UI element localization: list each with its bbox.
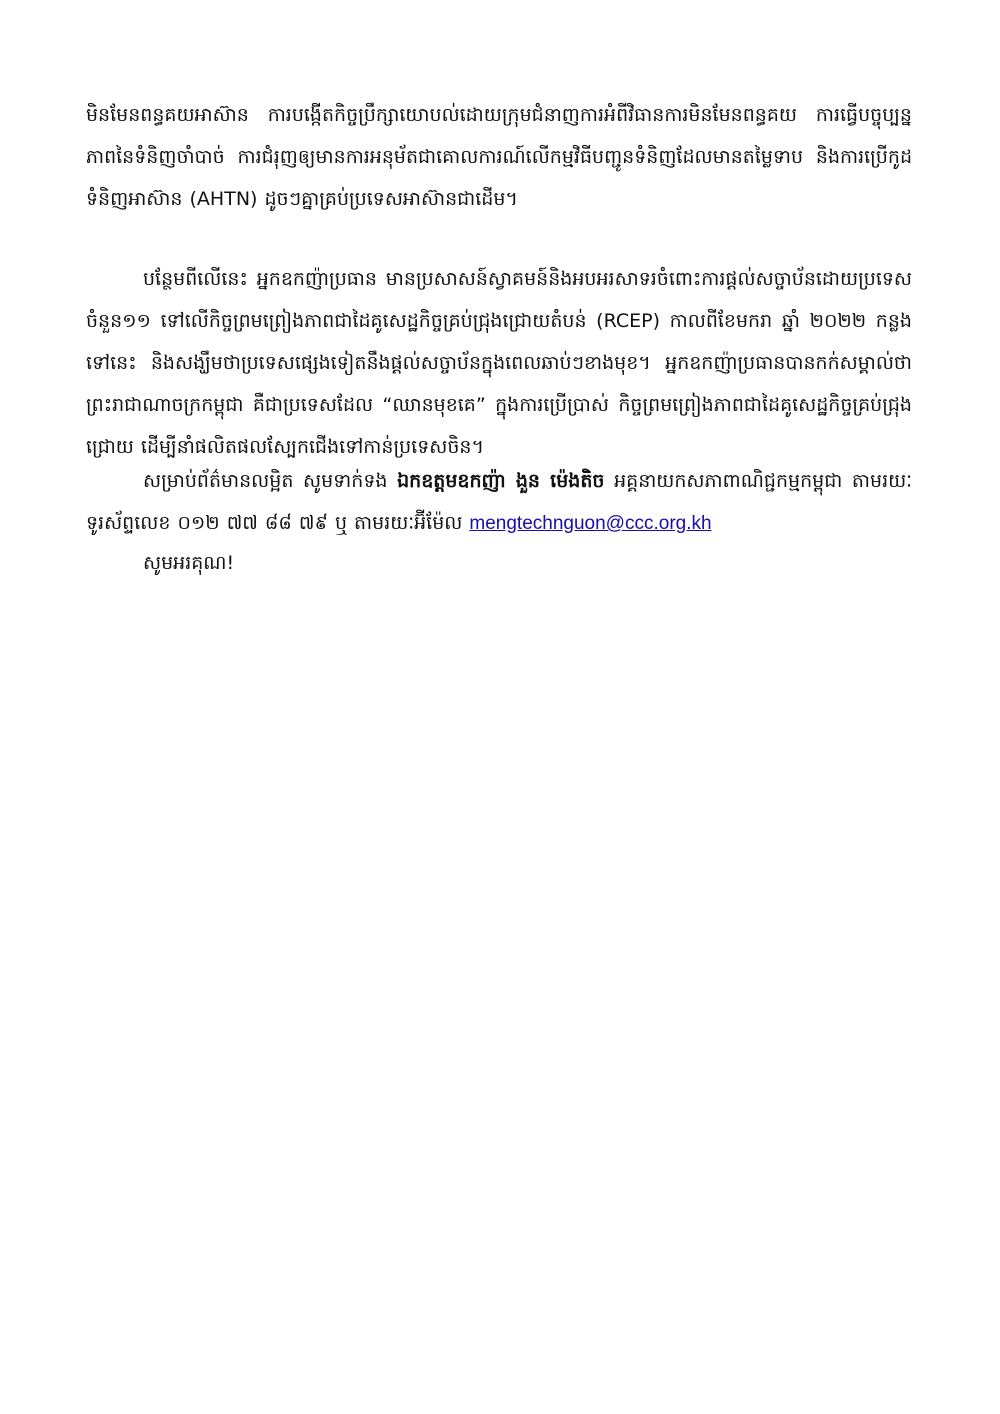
- thank-you-text: សូមអរគុណ!: [143, 552, 235, 574]
- email-link[interactable]: mengtechnguon@ccc.org.kh: [469, 513, 712, 534]
- paragraph-text: មិនមែនពន្ធគយអាស៊ាន ការបង្កើតកិច្ចប្រឹក្សាយោបល់ដោយក្រុមជំនាញការអំពីវិធានការមិនមែនពន្ធគយ ការធ្វើបច្ចុប្បន្នភាពនៃទំនិញចាំបាច់ ការជំរុញឲ្យមានការអនុម័តជាគោលការណ៍លើកម្មវិធីបញ្ជូនទំនិញដែលមានតម្លៃទាប និងការប្រើកូដទំនិញអាស៊ាន (AHTN) ដូចៗគ្នាគ្រប់ប្រទេសអាស៊ានជាដើម។: [86, 104, 912, 210]
- contact-paragraph: [86, 460, 912, 545]
- paragraph-contact: [86, 460, 912, 545]
- paragraph-text: បន្ថែមពីលើនេះ អ្នកឧកញ៉ាប្រធាន មានប្រសាសន៍ស្វាគមន៍និងអបអរសាទរចំពោះការផ្តល់សច្ចាប័នដោយប្រទេសចំនួន១១ ទៅលើកិច្ចព្រមព្រៀងភាពជាដៃគូសេដ្ឋកិច្ចគ្រប់ជ្រុងជ្រោយតំបន់ (RCEP) កាលពីខែមករា ឆ្នាំ ២០២២ កន្លងទៅនេះ និងសង្ឃឹមថាប្រទេសផ្សេងទៀតនឹងផ្តល់សច្ចាប័នក្នុងពេលឆាប់ៗខាងមុខ។ អ្នកឧកញ៉ាប្រធានបានកក់សម្គាល់ថា ព្រះរាជាណាចក្រកម្ពុជា គឺជាប្រទេសដែល “ឈានមុខគេ” ក្នុងការប្រើប្រាស់ កិច្ចព្រមព្រៀងភាពជាដៃគូសេដ្ឋកិច្ចគ្រប់ជ្រុងជ្រោយ ដើម្បីនាំផលិតផលស្បែកជើងទៅកាន់ប្រទេសចិន។: [86, 268, 912, 458]
- paragraph-rcep: [86, 258, 912, 468]
- contact-details-text: អគ្គនាយកសភាពាណិជ្ជកម្មកម្ពុជា តាមរយៈទូរស័ព្ទលេខ ០១២ ៧៧ ៨៨ ៧៩ ឬ តាមរយៈអ៊ីម៉ែល: [86, 470, 912, 534]
- paragraph-asean-measures: [86, 94, 912, 220]
- contact-person-name: ឯកឧត្តមឧកញ៉ា ងួន ម៉េងតិច: [397, 470, 605, 492]
- paragraph-thanks: [143, 542, 743, 584]
- contact-intro-text: សម្រាប់ព័ត៌មានលម្អិត សូមទាក់ទង: [143, 470, 398, 492]
